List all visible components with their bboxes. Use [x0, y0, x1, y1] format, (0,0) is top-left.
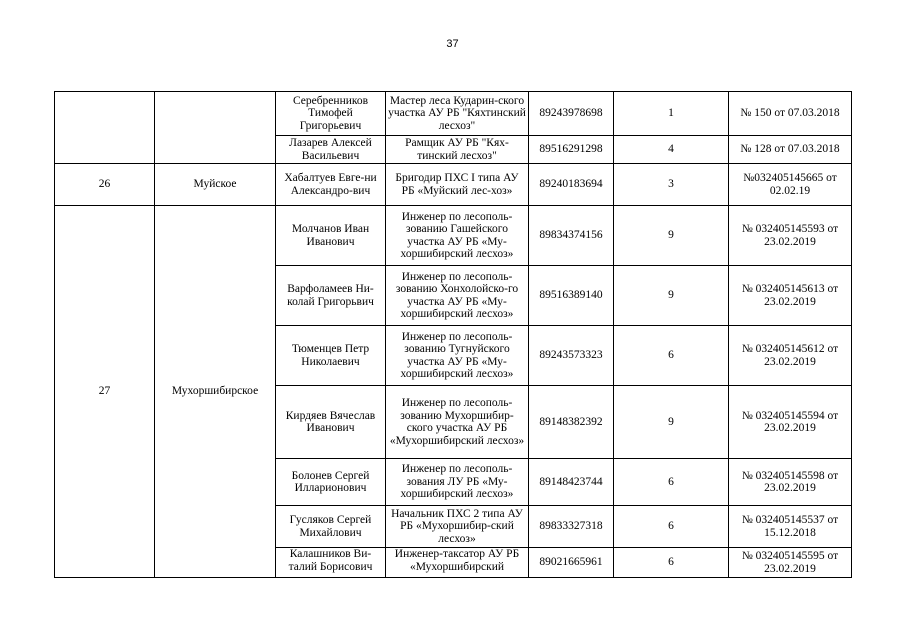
phone-cell: 89148423744	[529, 459, 614, 506]
name-cell: Кирдяев Вячеслав Иванович	[276, 386, 386, 459]
name-cell: Лазарев Алексей Васильевич	[276, 136, 386, 164]
count-cell: 6	[614, 326, 729, 386]
row-number-cell	[55, 92, 155, 164]
phone-cell: 89243573323	[529, 326, 614, 386]
count-cell: 9	[614, 206, 729, 266]
district-cell	[155, 92, 276, 164]
position-cell: Рамщик АУ РБ "Кях-тинский лесхоз"	[386, 136, 529, 164]
name-cell: Варфоламеев Ни-колай Григорьвич	[276, 266, 386, 326]
phone-cell: 89240183694	[529, 164, 614, 206]
district-cell: Муйское	[155, 164, 276, 206]
document-cell: № 032405145612 от 23.02.2019	[729, 326, 852, 386]
name-cell: Гусляков Сергей Михайлович	[276, 506, 386, 548]
name-cell: Тюменцев Петр Николаевич	[276, 326, 386, 386]
name-cell: Болонев Сергей Илларионович	[276, 459, 386, 506]
name-cell: Хабалтуев Евге-ни Александро-вич	[276, 164, 386, 206]
district-cell: Мухоршибирское	[155, 206, 276, 578]
position-cell: Инженер по лесополь-зованию Мухоршибир-ского участка АУ РБ «Мухоршибирский лесхоз»	[386, 386, 529, 459]
table-row	[55, 164, 852, 206]
position-cell: Инженер-таксатор АУ РБ «Мухоршибирский	[386, 548, 529, 578]
row-number-cell: 27	[55, 206, 155, 578]
count-cell: 1	[614, 92, 729, 136]
phone-cell: 89243978698	[529, 92, 614, 136]
page-number: 37	[446, 38, 459, 50]
row-number-cell: 26	[55, 164, 155, 206]
count-cell: 9	[614, 266, 729, 326]
position-cell: Инженер по лесополь-зования ЛУ РБ «Му-хоршибирский лесхоз»	[386, 459, 529, 506]
name-cell: Калашников Ви-талий Борисович	[276, 548, 386, 578]
document-cell: № 032405145595 от 23.02.2019	[729, 548, 852, 578]
name-cell: Серебренников Тимофей Григорьевич	[276, 92, 386, 136]
phone-cell: 89516291298	[529, 136, 614, 164]
phone-cell: 89516389140	[529, 266, 614, 326]
count-cell: 6	[614, 548, 729, 578]
staff-table	[54, 91, 852, 578]
position-cell: Бригодир ПХС I типа АУ РБ «Муйский лес-хоз»	[386, 164, 529, 206]
count-cell: 4	[614, 136, 729, 164]
phone-cell: 89834374156	[529, 206, 614, 266]
document-cell: № 032405145594 от 23.02.2019	[729, 386, 852, 459]
position-cell: Мастер леса Кударин-ского участка АУ РБ "Кяхтинский лесхоз"	[386, 92, 529, 136]
document-cell: № 128 от 07.03.2018	[729, 136, 852, 164]
position-cell: Начальник ПХС 2 типа АУ РБ «Мухоршибир-ский лесхоз»	[386, 506, 529, 548]
document-cell: № 032405145613 от 23.02.2019	[729, 266, 852, 326]
document-cell: № 032405145593 от 23.02.2019	[729, 206, 852, 266]
name-cell: Молчанов Иван Иванович	[276, 206, 386, 266]
document-cell: №032405145665 от 02.02.19	[729, 164, 852, 206]
document-cell: № 032405145537 от 15.12.2018	[729, 506, 852, 548]
table-row	[55, 206, 852, 266]
position-cell: Инженер по лесополь-зованию Гашейского участка АУ РБ «Му-хоршибирский лесхоз»	[386, 206, 529, 266]
count-cell: 9	[614, 386, 729, 459]
count-cell: 6	[614, 459, 729, 506]
table-row	[55, 92, 852, 136]
phone-cell: 89833327318	[529, 506, 614, 548]
count-cell: 3	[614, 164, 729, 206]
phone-cell: 89148382392	[529, 386, 614, 459]
position-cell: Инженер по лесополь-зованию Тугнуйского участка АУ РБ «Му-хоршибирский лесхоз»	[386, 326, 529, 386]
position-cell: Инженер по лесополь-зованию Хонхолойско-го участка АУ РБ «Му-хоршибирский лесхоз»	[386, 266, 529, 326]
count-cell: 6	[614, 506, 729, 548]
document-cell: № 032405145598 от 23.02.2019	[729, 459, 852, 506]
phone-cell: 89021665961	[529, 548, 614, 578]
document-cell: № 150 от 07.03.2018	[729, 92, 852, 136]
